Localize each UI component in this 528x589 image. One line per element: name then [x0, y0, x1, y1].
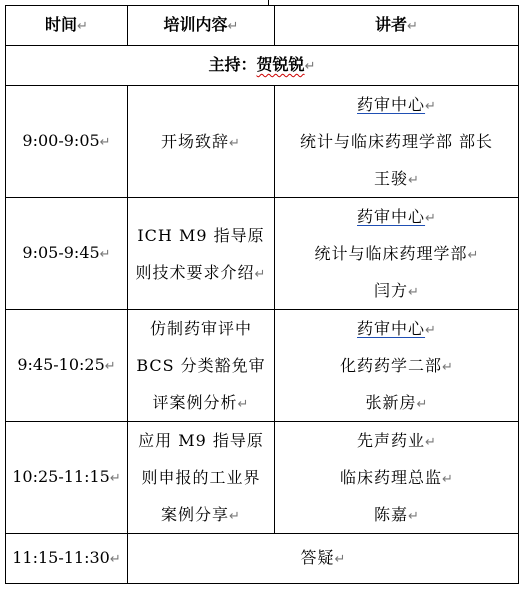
time-cell: 10:25-11:15↵	[6, 422, 128, 534]
host-cell: 主持：贺锐锐↵	[6, 46, 519, 86]
speaker-org: 先声药业	[357, 431, 426, 450]
speaker-cell: 药审中心↵ 统计与临床药理学部 部长 王骏↵	[275, 86, 519, 198]
host-row	[6, 46, 519, 86]
speaker-dept: 统计与临床药理学部	[314, 244, 468, 263]
host-name: 贺锐锐	[256, 55, 305, 74]
header-speaker: 讲者↵	[275, 6, 519, 46]
table-row	[6, 198, 519, 310]
time-cell: 11:15-11:30↵	[6, 534, 128, 584]
table-row	[6, 310, 519, 422]
speaker-org: 药审中心	[357, 319, 426, 338]
speaker-name: 陈嘉	[374, 505, 409, 524]
speaker-dept: 统计与临床药理学部 部长	[299, 132, 494, 151]
speaker-name: 闫方	[374, 281, 409, 300]
speaker-cell: 药审中心↵ 统计与临床药理学部↵ 闫方↵	[275, 198, 519, 310]
header-topic: 培训内容↵	[128, 6, 275, 46]
time-cell: 9:00-9:05↵	[6, 86, 128, 198]
topic-cell: 应用 M9 指导原 则申报的工业界 案例分享↵	[128, 422, 275, 534]
time-cell: 9:45-10:25↵	[6, 310, 128, 422]
table-row	[6, 86, 519, 198]
speaker-cell: 先声药业↵ 临床药理总监↵ 陈嘉↵	[275, 422, 519, 534]
topic-cell: 答疑↵	[128, 534, 519, 584]
speaker-name: 王骏	[374, 169, 409, 188]
topic-cell: 开场致辞↵	[128, 86, 275, 198]
time-cell: 9:05-9:45↵	[6, 198, 128, 310]
header-time: 时间↵	[6, 6, 128, 46]
speaker-dept: 临床药理总监	[340, 468, 443, 487]
speaker-org: 药审中心	[357, 95, 426, 114]
speaker-dept: 化药药学二部	[340, 356, 443, 375]
table-row	[6, 422, 519, 534]
speaker-cell: 药审中心↵ 化药药学二部↵ 张新房↵	[275, 310, 519, 422]
header-row	[6, 6, 519, 46]
host-label: 主持：	[208, 55, 257, 74]
topic-cell: 仿制药审评中 BCS 分类豁免审 评案例分析↵	[128, 310, 275, 422]
speaker-org: 药审中心	[357, 207, 426, 226]
speaker-name: 张新房	[365, 393, 417, 412]
agenda-table	[5, 5, 519, 584]
closing-row	[6, 534, 519, 584]
topic-cell: ICH M9 指导原 则技术要求介绍↵	[128, 198, 275, 310]
